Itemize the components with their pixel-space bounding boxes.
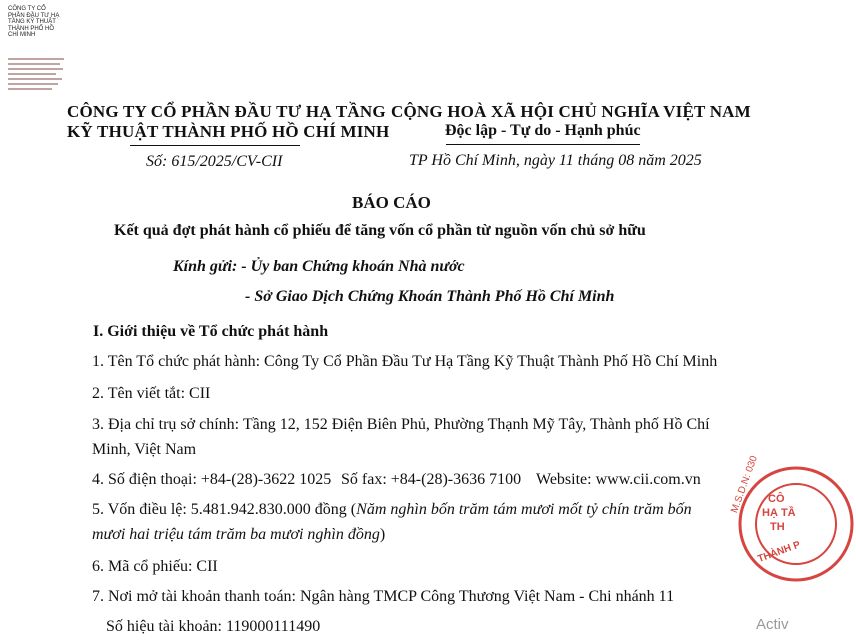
recipient-line2: - Sở Giao Dịch Chứng Khoán Thành Phố Hồ Chí Minh [245,288,615,305]
item-account-number: Số hiệu tài khoản: 119000111490 [106,618,321,635]
seal-inner-line3: TH [770,521,785,533]
charter-capital-words1: Năm nghìn bốn trăm tám mươi mốt tỷ chín trăm bốn [356,501,692,518]
nation-motto: Độc lập - Tự do - Hạnh phúc [445,122,641,139]
item-address-line2: Minh, Việt Nam [92,441,197,458]
item-address-line1: 3. Địa chỉ trụ sở chính: Tầng 12, 152 Điện Biên Phủ, Phường Thạnh Mỹ Tây, Thành phố Hồ Chí [92,416,710,433]
item-bank: 7. Nơi mở tài khoản thanh toán: Ngân hàng TMCP Công Thương Việt Nam - Chi nhánh 11 [92,588,675,605]
item-issuer-name: 1. Tên Tổ chức phát hành: Công Ty Cổ Phần Đầu Tư Hạ Tầng Kỹ Thuật Thành Phố Hồ Chí Minh [92,353,718,370]
company-name-line1: CÔNG TY CỔ PHẦN ĐẦU TƯ HẠ TẦNG [67,102,386,121]
report-title: BÁO CÁO [352,193,431,212]
item-fax: Số fax: +84-(28)-3636 7100 [341,471,522,488]
item-abbreviation: 2. Tên viết tắt: CII [92,385,211,402]
item-charter-capital [92,501,692,519]
corner-stamp-line: CHÍ MINH [8,32,36,38]
motto-underline [446,144,640,145]
seal-inner-line4: THÀNH P [756,539,802,565]
seal-inner-line1: CÔ [768,493,785,505]
item-phone: 4. Số điện thoại: +84-(28)-3622 1025 [92,471,332,488]
item-stock-code: 6. Mã cổ phiếu: CII [92,558,218,575]
signature-detail-lines [8,58,66,93]
seal-ring-text: M.S.D.N: 030 [729,454,761,515]
corner-stamp-line: PHẦN ĐẦU TƯ HẠ [8,12,60,19]
corner-stamp-line: THÀNH PHỐ HỒ [8,25,55,32]
charter-capital-number: 5. Vốn điều lệ: 5.481.942.830.000 đồng ( [92,501,357,518]
item-website: Website: www.cii.com.vn [536,471,701,488]
report-subtitle: Kết quả đợt phát hành cổ phiếu để tăng vốn cổ phần từ nguồn vốn chủ sở hữu [114,222,646,239]
nation-title: CỘNG HOÀ XÃ HỘI CHỦ NGHĨA VIỆT NAM [391,102,751,121]
charter-capital-close: ) [379,526,386,543]
corner-stamp-line: TẦNG KỸ THUẬT [8,19,56,25]
charter-capital-words2: mươi hai triệu tám trăm ba mươi nghìn đồng [92,526,380,543]
document-number: Số: 615/2025/CV-CII [146,153,283,170]
seal-inner-line2: HẠ TẦ [762,507,796,519]
corner-stamp-line: CÔNG TY CỔ [8,6,46,12]
company-seal [729,452,856,592]
section-heading: I. Giới thiệu về Tổ chức phát hành [93,323,329,340]
company-name-line2: KỸ THUẬT THÀNH PHỐ HỒ CHÍ MINH [67,122,390,141]
corner-stamp [8,6,59,39]
item-charter-capital-cont [92,526,385,544]
activation-watermark: Activ [756,616,789,633]
recipient-line1: Kính gửi: - Ủy ban Chứng khoán Nhà nước [173,258,465,275]
place-date: TP Hồ Chí Minh, ngày 11 tháng 08 năm 2025 [409,152,702,169]
company-underline [130,145,300,146]
